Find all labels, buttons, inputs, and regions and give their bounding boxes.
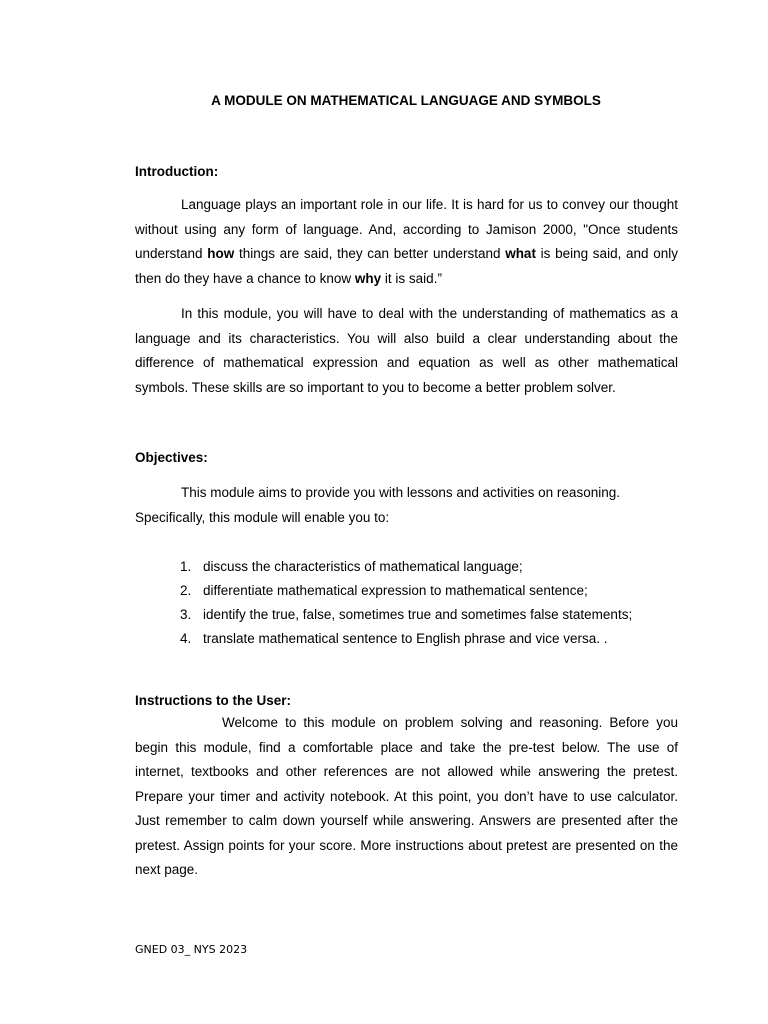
introduction-paragraph-1 bbox=[135, 193, 678, 291]
emphasis-what: what bbox=[505, 246, 536, 261]
document-title: A MODULE ON MATHEMATICAL LANGUAGE AND SYMBOLS bbox=[211, 93, 601, 108]
paragraph-line: language and its characteristics. You will also build a clear understanding about the bbox=[135, 330, 678, 346]
paragraph-line: Just remember to calm down yourself while answering. Answers are presented after the bbox=[135, 813, 678, 828]
paragraph-line: begin this module, find a comfortable place and take the pre-test below. The use of bbox=[135, 739, 678, 755]
paragraph-line: In this module, you will have to deal with the understanding of mathematics as a bbox=[181, 306, 678, 321]
paragraph-line: This module aims to provide you with lessons and activities on reasoning. bbox=[181, 485, 620, 500]
emphasis-why: why bbox=[354, 270, 382, 286]
objectives-heading: Objectives: bbox=[135, 450, 208, 465]
paragraph-line: next page. bbox=[135, 862, 199, 877]
list-item: 3. identify the true, false, sometimes true and sometimes false statements; bbox=[180, 607, 633, 622]
introduction-heading: Introduction: bbox=[135, 164, 219, 179]
list-item: 1. discuss the characteristics of mathematical language; bbox=[180, 559, 523, 574]
paragraph-line: internet, textbooks and other references are not allowed while answering the pretest. bbox=[135, 764, 678, 779]
paragraph-line: symbols. These skills are so important to you to become a better problem solver. bbox=[135, 379, 616, 395]
objectives-list bbox=[180, 555, 700, 651]
paragraph-line: understand how things are said, they can better understand what is being said, and only bbox=[135, 246, 678, 261]
paragraph-line: Prepare your timer and activity notebook. At this point, you don’t have to use calculator. bbox=[135, 788, 678, 804]
instructions-heading: Instructions to the User: bbox=[135, 693, 292, 708]
instructions-paragraph bbox=[135, 711, 678, 883]
list-item: 2. differentiate mathematical expression to mathematical sentence; bbox=[180, 583, 588, 598]
page-footer: GNED 03_ NYS 2023 bbox=[135, 943, 248, 956]
list-item: 4. translate mathematical sentence to English phrase and vice versa. . bbox=[180, 631, 608, 646]
paragraph-line: then do they have a chance to know why it is said.” bbox=[135, 270, 442, 286]
paragraph-line: Specifically, this module will enable you to: bbox=[135, 509, 390, 525]
introduction-paragraph-2 bbox=[135, 302, 678, 400]
paragraph-line: without using any form of language. And, according to Jamison 2000, "Once students bbox=[135, 221, 678, 237]
paragraph-line: Language plays an important role in our life. It is hard for us to convey our thought bbox=[181, 197, 678, 212]
emphasis-how: how bbox=[207, 246, 235, 261]
paragraph-line: pretest. Assign points for your score. More instructions about pretest are presented on the bbox=[135, 837, 678, 853]
objectives-intro bbox=[135, 481, 678, 530]
paragraph-line: Welcome to this module on problem solving and reasoning. Before you bbox=[222, 715, 678, 730]
paragraph-line: difference of mathematical expression and equation as well as other mathematical bbox=[135, 355, 678, 370]
